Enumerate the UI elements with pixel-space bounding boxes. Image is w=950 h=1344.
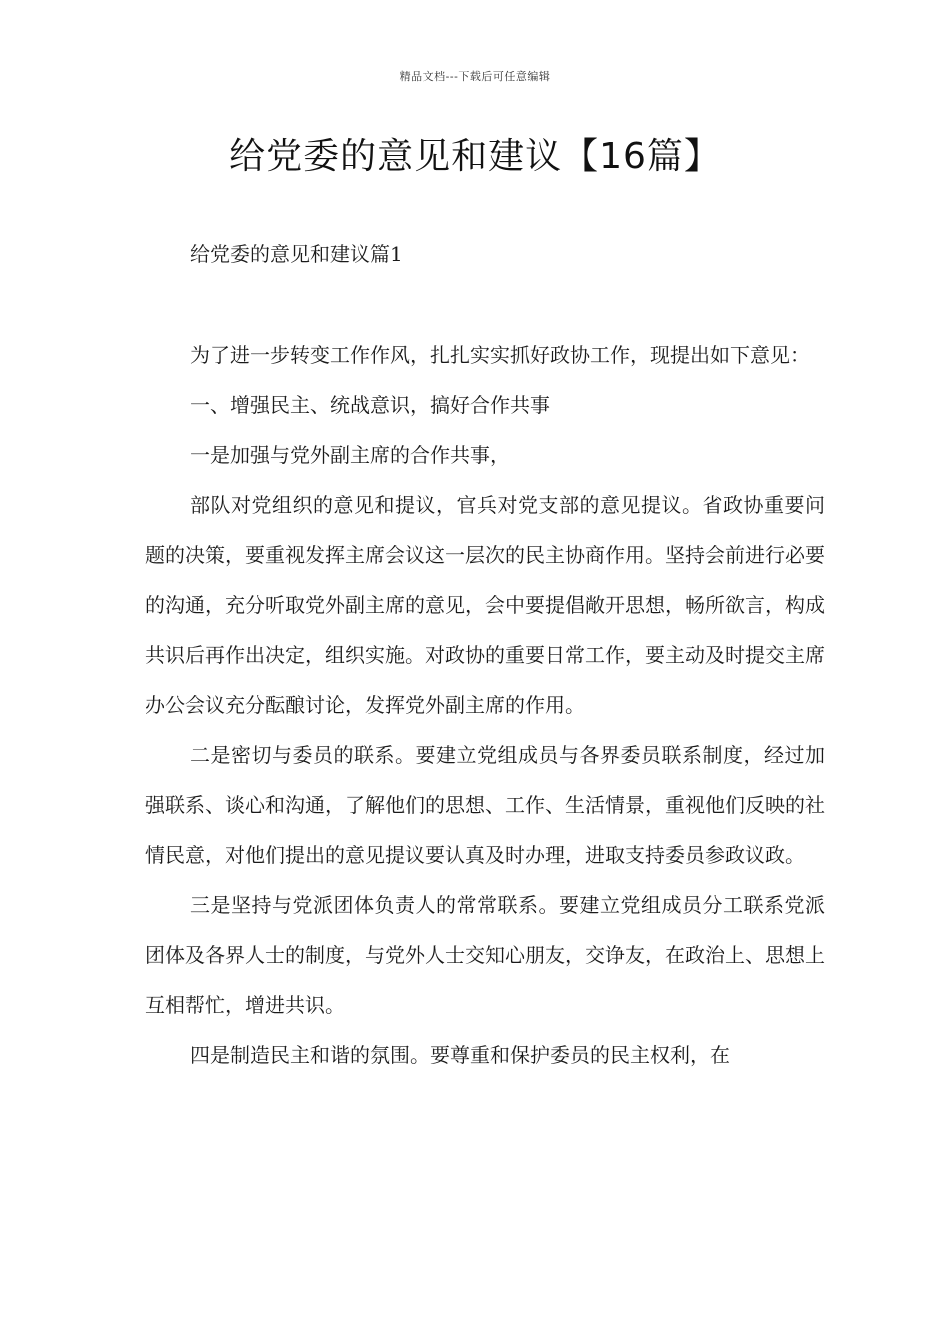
- paragraph-point-4: 四是制造民主和谐的氛围。要尊重和保护委员的民主权利，在: [190, 1043, 730, 1067]
- document-title: 给党委的意见和建议【16篇】: [229, 136, 721, 177]
- section-heading: 给党委的意见和建议篇1: [190, 242, 403, 266]
- paragraph-point-1: 一是加强与党外副主席的合作共事，: [190, 443, 510, 467]
- paragraph-point-3: 三是坚持与党派团体负责人的常常联系。要建立党组成员分工联系党派团体及各界人士的制度，与党外人士交知心朋友，交诤友，在政治上、思想上互相帮忙，增进共识。: [145, 893, 825, 1017]
- body-text: [145, 330, 825, 1080]
- paragraph-heading-1: 一、增强民主、统战意识，搞好合作共事: [190, 393, 550, 417]
- header-note: 精品文档---下载后可任意编辑: [399, 70, 551, 83]
- paragraph-point-2: 二是密切与委员的联系。要建立党组成员与各界委员联系制度，经过加强联系、谈心和沟通，了解他们的思想、工作、生活情景，重视他们反映的社情民意，对他们提出的意见提议要认真及时办理，进取支持委员参政议政。: [145, 743, 825, 867]
- paragraph-point-1-detail: 部队对党组织的意见和提议，官兵对党支部的意见提议。省政协重要问题的决策，要重视发挥主席会议这一层次的民主协商作用。坚持会前进行必要的沟通，充分听取党外副主席的意见，会中要提倡敞开思想，畅所欲言，构成共识后再作出决定，组织实施。对政协的重要日常工作，要主动及时提交主席办公会议充分酝酿讨论，发挥党外副主席的作用。: [145, 493, 825, 717]
- paragraph-intro: 为了进一步转变工作作风，扎扎实实抓好政协工作，现提出如下意见：: [190, 343, 810, 367]
